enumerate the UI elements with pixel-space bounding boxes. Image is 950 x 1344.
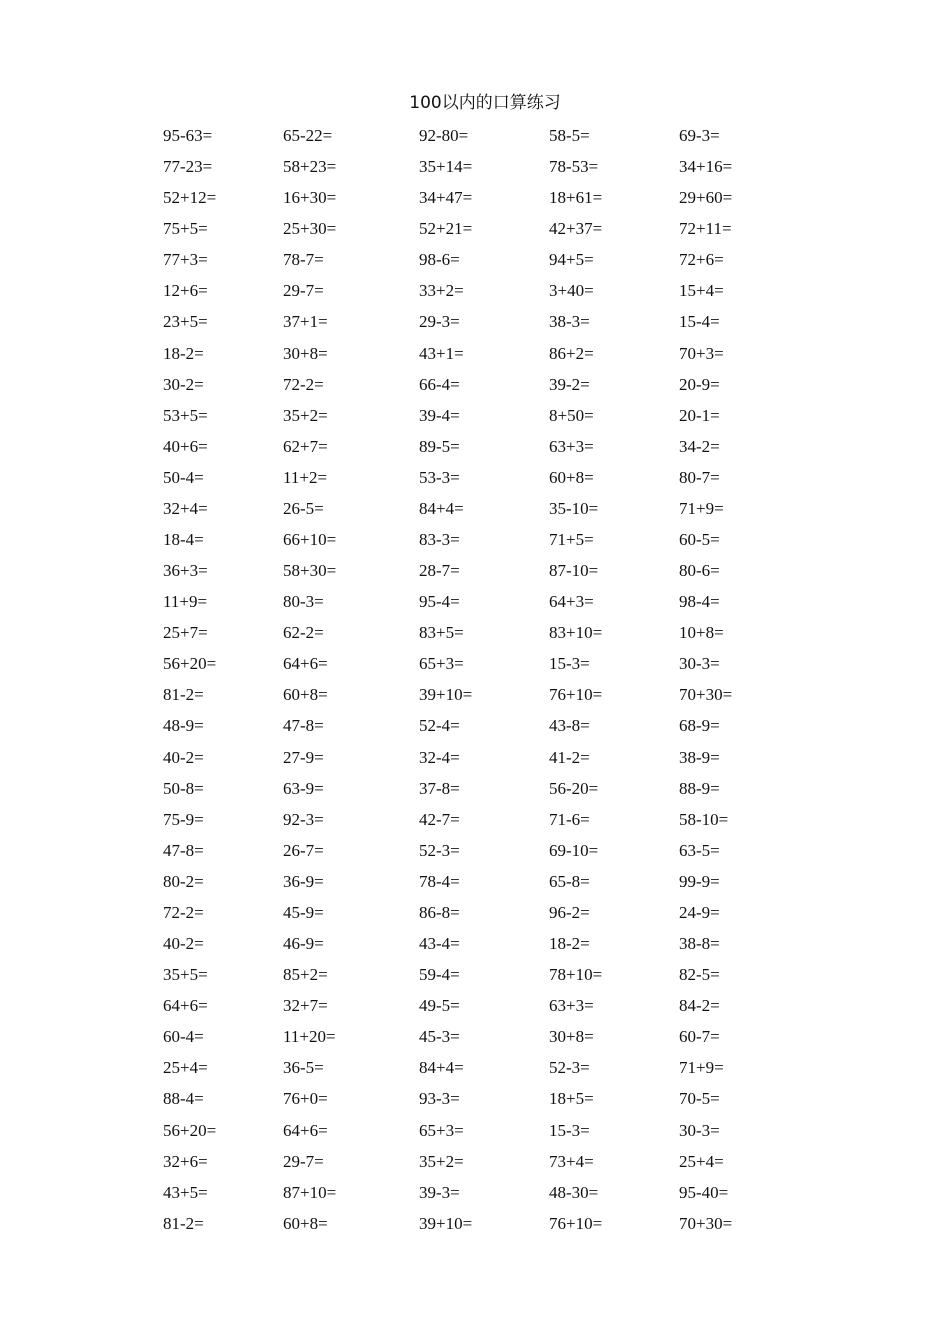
arithmetic-problem: 50-4= <box>163 467 204 487</box>
arithmetic-problem: 80-6= <box>679 561 720 581</box>
arithmetic-problem: 39+10= <box>419 685 473 705</box>
arithmetic-problem: 70+30= <box>679 1213 733 1233</box>
arithmetic-problem: 50-8= <box>163 778 204 798</box>
arithmetic-problem: 12+6= <box>163 281 208 301</box>
arithmetic-problem: 11+20= <box>283 1027 336 1047</box>
arithmetic-problem: 63+3= <box>549 996 594 1016</box>
problem-row <box>163 1085 803 1116</box>
arithmetic-problem: 81-2= <box>163 1213 204 1233</box>
problem-row <box>163 744 803 775</box>
arithmetic-problem: 77-23= <box>163 157 213 177</box>
problem-row <box>163 899 803 930</box>
arithmetic-problem: 33+2= <box>419 281 464 301</box>
problem-row <box>163 495 803 526</box>
arithmetic-problem: 32+6= <box>163 1151 208 1171</box>
problem-row <box>163 775 803 806</box>
problem-row <box>163 650 803 681</box>
arithmetic-problem: 30+8= <box>549 1027 594 1047</box>
arithmetic-problem: 72-2= <box>283 374 324 394</box>
arithmetic-problem: 87+10= <box>283 1182 337 1202</box>
arithmetic-problem: 60-5= <box>679 530 720 550</box>
arithmetic-problem: 52+21= <box>419 219 473 239</box>
arithmetic-problem: 29-7= <box>283 1151 324 1171</box>
arithmetic-problem: 37+1= <box>283 312 328 332</box>
arithmetic-problem: 39+10= <box>419 1213 473 1233</box>
arithmetic-problem: 70-5= <box>679 1089 720 1109</box>
problem-row <box>163 1179 803 1210</box>
arithmetic-problem: 87-10= <box>549 561 599 581</box>
arithmetic-problem: 95-63= <box>163 126 213 145</box>
arithmetic-problem: 47-8= <box>163 840 204 860</box>
problem-row <box>163 371 803 402</box>
arithmetic-problem: 63+3= <box>549 436 594 456</box>
arithmetic-problem: 96-2= <box>549 902 590 922</box>
problem-row <box>163 1148 803 1179</box>
arithmetic-problem: 15+4= <box>679 281 724 301</box>
problem-row <box>163 526 803 557</box>
arithmetic-problem: 65+3= <box>419 1120 464 1140</box>
arithmetic-problem: 49-5= <box>419 996 460 1016</box>
arithmetic-problem: 45-3= <box>419 1027 460 1047</box>
problem-row <box>163 1117 803 1148</box>
arithmetic-problem: 66-4= <box>419 374 460 394</box>
arithmetic-problem: 15-3= <box>549 1120 590 1140</box>
arithmetic-problem: 43+5= <box>163 1182 208 1202</box>
arithmetic-problem: 52-3= <box>419 840 460 860</box>
arithmetic-problem: 72-2= <box>163 902 204 922</box>
arithmetic-problem: 38-8= <box>679 934 720 954</box>
arithmetic-problem: 36-9= <box>283 871 324 891</box>
problem-row <box>163 433 803 464</box>
arithmetic-problem: 18-4= <box>163 530 204 550</box>
arithmetic-problem: 35+5= <box>163 965 208 985</box>
arithmetic-problem: 45-9= <box>283 902 324 922</box>
arithmetic-problem: 65-8= <box>549 871 590 891</box>
arithmetic-problem: 65+3= <box>419 654 464 674</box>
arithmetic-problem: 88-9= <box>679 778 720 798</box>
arithmetic-problem: 75+5= <box>163 219 208 239</box>
arithmetic-problem: 60+8= <box>549 467 594 487</box>
arithmetic-problem: 43+1= <box>419 343 464 363</box>
problem-row <box>163 868 803 899</box>
arithmetic-problem: 60+8= <box>283 685 328 705</box>
arithmetic-problem: 47-8= <box>283 716 324 736</box>
problem-row <box>163 277 803 308</box>
arithmetic-problem: 18+5= <box>549 1089 594 1109</box>
arithmetic-problem: 71+9= <box>679 498 724 518</box>
arithmetic-problem: 35+14= <box>419 157 473 177</box>
arithmetic-problem: 29+60= <box>679 188 733 208</box>
arithmetic-problem: 35-10= <box>549 498 599 518</box>
arithmetic-problem: 64+6= <box>283 1120 328 1140</box>
arithmetic-problem: 63-9= <box>283 778 324 798</box>
problem-row <box>163 588 803 619</box>
arithmetic-problem: 40-2= <box>163 934 204 954</box>
problem-row <box>163 712 803 743</box>
arithmetic-problem: 69-10= <box>549 840 599 860</box>
arithmetic-problem: 8+50= <box>549 405 594 425</box>
arithmetic-problem: 60-7= <box>679 1027 720 1047</box>
arithmetic-problem: 78+10= <box>549 965 603 985</box>
arithmetic-problem: 25+4= <box>679 1151 724 1171</box>
arithmetic-problem: 24-9= <box>679 902 720 922</box>
problem-row <box>163 930 803 961</box>
arithmetic-problem: 84-2= <box>679 996 720 1016</box>
problem-row <box>163 1054 803 1085</box>
arithmetic-problem: 11+9= <box>163 592 208 612</box>
arithmetic-problem: 95-4= <box>419 592 460 612</box>
arithmetic-problem: 34+47= <box>419 188 473 208</box>
page-title: 100以内的口算练习 <box>409 93 561 113</box>
arithmetic-problem: 66+10= <box>283 530 337 550</box>
arithmetic-problem: 64+3= <box>549 592 594 612</box>
arithmetic-problem: 27-9= <box>283 747 324 767</box>
arithmetic-problem: 78-4= <box>419 871 460 891</box>
arithmetic-problem: 89-5= <box>419 436 460 456</box>
arithmetic-problem: 18-2= <box>163 343 204 363</box>
problem-grid <box>163 122 803 1241</box>
arithmetic-problem: 71+5= <box>549 530 594 550</box>
arithmetic-problem: 70+3= <box>679 343 724 363</box>
arithmetic-problem: 36-5= <box>283 1058 324 1078</box>
problem-row <box>163 153 803 184</box>
arithmetic-problem: 56+20= <box>163 1120 217 1140</box>
problem-row <box>163 215 803 246</box>
arithmetic-problem: 86+2= <box>549 343 594 363</box>
arithmetic-problem: 72+6= <box>679 250 724 270</box>
arithmetic-problem: 68-9= <box>679 716 720 736</box>
arithmetic-problem: 52-4= <box>419 716 460 736</box>
arithmetic-problem: 25+30= <box>283 219 337 239</box>
problem-row <box>163 1023 803 1054</box>
arithmetic-problem: 93-3= <box>419 1089 460 1109</box>
arithmetic-problem: 72+11= <box>679 219 732 239</box>
arithmetic-problem: 37-8= <box>419 778 460 798</box>
arithmetic-problem: 98-6= <box>419 250 460 270</box>
arithmetic-problem: 34-2= <box>679 436 720 456</box>
arithmetic-problem: 80-2= <box>163 871 204 891</box>
arithmetic-problem: 95-40= <box>679 1182 729 1202</box>
arithmetic-problem: 35+2= <box>283 405 328 425</box>
arithmetic-problem: 73+4= <box>549 1151 594 1171</box>
arithmetic-problem: 60-4= <box>163 1027 204 1047</box>
problem-row <box>163 308 803 339</box>
arithmetic-problem: 38-9= <box>679 747 720 767</box>
arithmetic-problem: 39-4= <box>419 405 460 425</box>
arithmetic-problem: 28-7= <box>419 561 460 581</box>
arithmetic-problem: 70+30= <box>679 685 733 705</box>
arithmetic-problem: 78-53= <box>549 157 599 177</box>
arithmetic-problem: 85+2= <box>283 965 328 985</box>
arithmetic-problem: 59-4= <box>419 965 460 985</box>
arithmetic-problem: 76+0= <box>283 1089 328 1109</box>
arithmetic-problem: 30-2= <box>163 374 204 394</box>
problem-row <box>163 184 803 215</box>
problem-row <box>163 340 803 371</box>
arithmetic-problem: 80-7= <box>679 467 720 487</box>
arithmetic-problem: 30+8= <box>283 343 328 363</box>
arithmetic-problem: 30-3= <box>679 654 720 674</box>
arithmetic-problem: 86-8= <box>419 902 460 922</box>
arithmetic-problem: 52+12= <box>163 188 217 208</box>
arithmetic-problem: 10+8= <box>679 623 724 643</box>
arithmetic-problem: 76+10= <box>549 1213 603 1233</box>
problem-row <box>163 992 803 1023</box>
arithmetic-problem: 38-3= <box>549 312 590 332</box>
arithmetic-problem: 58-5= <box>549 126 590 145</box>
arithmetic-problem: 35+2= <box>419 1151 464 1171</box>
arithmetic-problem: 32-4= <box>419 747 460 767</box>
arithmetic-problem: 39-2= <box>549 374 590 394</box>
arithmetic-problem: 42-7= <box>419 809 460 829</box>
arithmetic-problem: 77+3= <box>163 250 208 270</box>
arithmetic-problem: 71+9= <box>679 1058 724 1078</box>
arithmetic-problem: 63-5= <box>679 840 720 860</box>
arithmetic-problem: 83+5= <box>419 623 464 643</box>
arithmetic-problem: 18-2= <box>549 934 590 954</box>
arithmetic-problem: 48-30= <box>549 1182 599 1202</box>
arithmetic-problem: 48-9= <box>163 716 204 736</box>
arithmetic-problem: 23+5= <box>163 312 208 332</box>
arithmetic-problem: 82-5= <box>679 965 720 985</box>
arithmetic-problem: 53-3= <box>419 467 460 487</box>
arithmetic-problem: 32+7= <box>283 996 328 1016</box>
arithmetic-problem: 56-20= <box>549 778 599 798</box>
arithmetic-problem: 81-2= <box>163 685 204 705</box>
arithmetic-problem: 53+5= <box>163 405 208 425</box>
arithmetic-problem: 18+61= <box>549 188 603 208</box>
arithmetic-problem: 30-3= <box>679 1120 720 1140</box>
arithmetic-problem: 84+4= <box>419 1058 464 1078</box>
arithmetic-problem: 43-4= <box>419 934 460 954</box>
arithmetic-problem: 92-3= <box>283 809 324 829</box>
problem-row <box>163 837 803 868</box>
arithmetic-problem: 26-5= <box>283 498 324 518</box>
arithmetic-problem: 41-2= <box>549 747 590 767</box>
arithmetic-problem: 75-9= <box>163 809 204 829</box>
arithmetic-problem: 25+4= <box>163 1058 208 1078</box>
problem-row <box>163 122 803 153</box>
arithmetic-problem: 15-4= <box>679 312 720 332</box>
arithmetic-problem: 32+4= <box>163 498 208 518</box>
arithmetic-problem: 69-3= <box>679 126 720 145</box>
arithmetic-problem: 78-7= <box>283 250 324 270</box>
problem-row <box>163 961 803 992</box>
arithmetic-problem: 36+3= <box>163 561 208 581</box>
arithmetic-problem: 60+8= <box>283 1213 328 1233</box>
arithmetic-problem: 58-10= <box>679 809 729 829</box>
arithmetic-problem: 29-3= <box>419 312 460 332</box>
arithmetic-problem: 84+4= <box>419 498 464 518</box>
arithmetic-problem: 92-80= <box>419 126 469 145</box>
problem-row <box>163 1210 803 1241</box>
arithmetic-problem: 83-3= <box>419 530 460 550</box>
arithmetic-problem: 40-2= <box>163 747 204 767</box>
arithmetic-problem: 40+6= <box>163 436 208 456</box>
arithmetic-problem: 64+6= <box>163 996 208 1016</box>
arithmetic-problem: 58+30= <box>283 561 337 581</box>
arithmetic-problem: 98-4= <box>679 592 720 612</box>
arithmetic-problem: 58+23= <box>283 157 337 177</box>
problem-row <box>163 806 803 837</box>
problem-row <box>163 402 803 433</box>
arithmetic-problem: 46-9= <box>283 934 324 954</box>
arithmetic-problem: 39-3= <box>419 1182 460 1202</box>
arithmetic-problem: 11+2= <box>283 467 328 487</box>
arithmetic-problem: 52-3= <box>549 1058 590 1078</box>
problem-row <box>163 681 803 712</box>
arithmetic-problem: 56+20= <box>163 654 217 674</box>
arithmetic-problem: 83+10= <box>549 623 603 643</box>
problem-row <box>163 619 803 650</box>
arithmetic-problem: 64+6= <box>283 654 328 674</box>
arithmetic-problem: 26-7= <box>283 840 324 860</box>
arithmetic-problem: 65-22= <box>283 126 333 145</box>
arithmetic-problem: 80-3= <box>283 592 324 612</box>
arithmetic-problem: 20-9= <box>679 374 720 394</box>
arithmetic-problem: 20-1= <box>679 405 720 425</box>
arithmetic-problem: 99-9= <box>679 871 720 891</box>
arithmetic-problem: 94+5= <box>549 250 594 270</box>
arithmetic-problem: 71-6= <box>549 809 590 829</box>
arithmetic-problem: 88-4= <box>163 1089 204 1109</box>
problem-row <box>163 464 803 495</box>
arithmetic-problem: 62-2= <box>283 623 324 643</box>
arithmetic-problem: 3+40= <box>549 281 594 301</box>
problem-row <box>163 246 803 277</box>
arithmetic-problem: 42+37= <box>549 219 603 239</box>
arithmetic-problem: 62+7= <box>283 436 328 456</box>
problem-row <box>163 557 803 588</box>
arithmetic-problem: 76+10= <box>549 685 603 705</box>
arithmetic-problem: 29-7= <box>283 281 324 301</box>
arithmetic-problem: 15-3= <box>549 654 590 674</box>
arithmetic-problem: 16+30= <box>283 188 337 208</box>
arithmetic-problem: 25+7= <box>163 623 208 643</box>
arithmetic-problem: 34+16= <box>679 157 733 177</box>
arithmetic-problem: 43-8= <box>549 716 590 736</box>
